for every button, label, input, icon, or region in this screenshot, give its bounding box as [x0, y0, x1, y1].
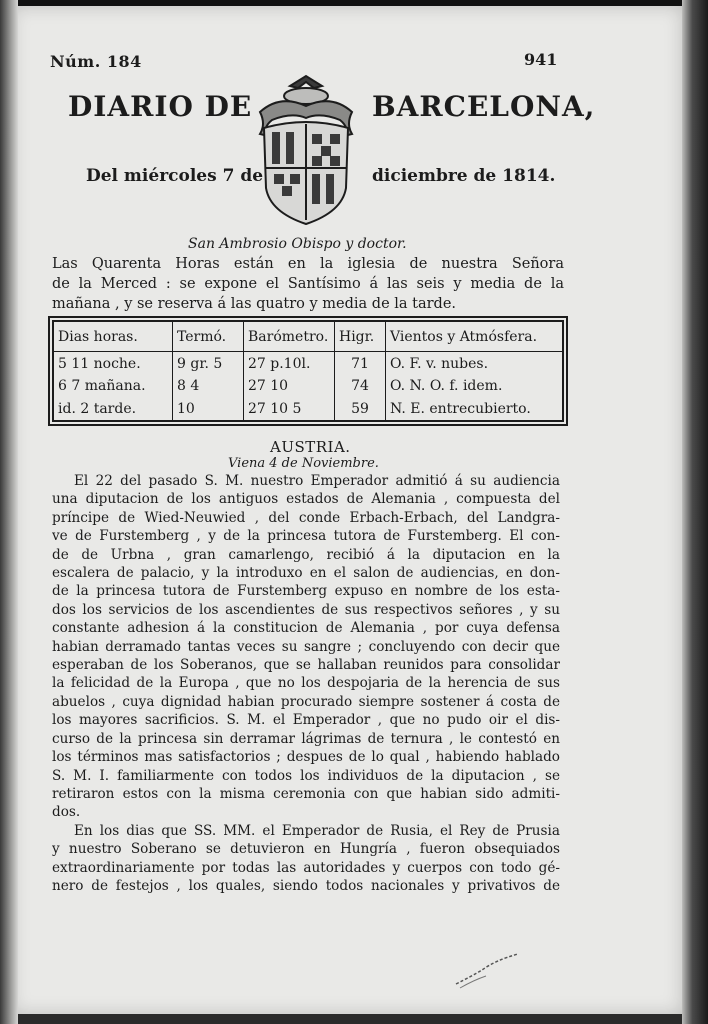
table-cell: 59 [335, 397, 386, 420]
ink-smudge-icon [452, 950, 522, 990]
table-row [54, 375, 562, 398]
table-cell: O. F. v. nubes. [390, 355, 489, 372]
issue-date-left: Del miércoles 7 de [86, 166, 264, 186]
article-line: S. M. I. familiarmente con todos los individuos de la diputacion , se [52, 767, 560, 784]
table-cell: 10 [173, 397, 244, 420]
article-line: los términos mas satisfactorios ; despues de lo qual , habiendo hablado [52, 749, 560, 766]
page-number: 941 [524, 50, 558, 69]
table-cell: 8 4 [173, 375, 244, 398]
page-binding-shadow [0, 0, 18, 1024]
article-line: curso de la princesa sin derramar lágrimas de ternura , le contestó en [52, 730, 560, 747]
table-row [54, 352, 562, 375]
weather-col-hygrometer: Higr. [335, 322, 386, 352]
table-cell: 74 [335, 375, 386, 398]
table-cell: 9 gr. 5 [173, 352, 244, 375]
issue-date-right: diciembre de 1814. [372, 166, 556, 186]
article-line: la felicidad de la Europa , que no los despojaria de la herencia de sus [52, 675, 560, 692]
article-line: abuelos , cuya dignidad habian procurado siempre sostener á costa de [52, 693, 560, 710]
article-line: ve de Furstemberg , y de la princesa tutora de Furstemberg. El con- [52, 528, 560, 545]
article-line: los mayores sacrificios. S. M. el Emperador , que no pudo oir el dis- [52, 712, 560, 729]
page-right-edge [682, 0, 708, 1024]
article-line: de de Urbna , gran camarlengo, recibió á la diputacion en la [52, 546, 560, 563]
table-cell: id. 2 tarde. [54, 397, 173, 420]
article-line: una diputacion de los antiguos estados de Alemania , compuesta del [52, 491, 560, 508]
table-cell: 27 p.10l. [244, 352, 335, 375]
article-line: y nuestro Soberano se detuvieron en Hungría , fueron obsequiados [52, 841, 560, 858]
table-cell: 27 10 5 [244, 397, 335, 420]
article-line: dos. [52, 804, 81, 821]
table-cell: 71 [335, 352, 386, 375]
article-line: constante adhesion á la constitucion de Alemania , por cuya defensa [52, 620, 560, 637]
notice-line: Las Quarenta Horas están en la iglesia de nuestra Señora [52, 256, 564, 272]
weather-col-wind: Vientos y Atmósfera. [386, 322, 563, 352]
article-line: príncipe de Wied-Neuwied , del conde Erbach-Erbach, del Landgra- [52, 509, 560, 526]
notice-line: mañana , y se reserva á las quatro y media de la tarde. [52, 296, 457, 312]
article-dateline: Viena 4 de Noviembre. [228, 456, 379, 471]
weather-table [52, 320, 564, 422]
table-cell: N. E. entrecubierto. [390, 400, 531, 417]
weather-col-barometer: Barómetro. [244, 322, 335, 352]
article-line: El 22 del pasado S. M. nuestro Emperador admitió á su audiencia [74, 473, 560, 489]
masthead-title-right: BARCELONA, [372, 90, 596, 123]
article-body [52, 472, 560, 895]
article-line: nero de festejos , los quales, siendo todos nacionales y privativos de [52, 877, 560, 894]
article-line: esperaban de los Soberanos, que se hallaban reunidos para consolidar [52, 657, 560, 674]
article-line: extraordinariamente por todas las autoridades y cuerpos con todo gé- [52, 859, 560, 876]
religious-notice [52, 254, 564, 314]
table-cell: 5 11 noche. [54, 352, 173, 375]
table-cell: 6 7 mañana. [54, 375, 173, 398]
masthead-title-left: DIARIO DE [68, 90, 253, 123]
article-section-title: AUSTRIA. [270, 438, 351, 456]
article-line: habian derramado tantas veces su sangre ; concluyendo con decir que [52, 638, 560, 655]
coat-of-arms-icon [250, 72, 362, 228]
table-cell: O. N. O. f. idem. [390, 378, 503, 395]
table-cell: 27 10 [244, 375, 335, 398]
article-line: escalera de palacio, y la introduxo en el salon de audiencias, en don- [52, 565, 560, 582]
article-line: En los dias que SS. MM. el Emperador de Rusia, el Rey de Prusia [74, 822, 560, 839]
weather-header-row [54, 322, 562, 352]
saint-of-the-day: San Ambrosio Obispo y doctor. [188, 236, 407, 252]
weather-col-time: Dias horas. [54, 322, 173, 352]
article-line: dos los servicios de los ascendientes de sus respectivos señores , y su [52, 601, 560, 618]
weather-col-temp: Termó. [173, 322, 244, 352]
table-row [54, 397, 562, 420]
notice-line: de la Merced : se expone el Santísimo á las seis y media de la [52, 276, 564, 292]
article-line: de la princesa tutora de Furstemberg expuso en nombre de los esta- [52, 583, 560, 600]
issue-number: Núm. 184 [50, 52, 142, 71]
article-line: retiraron estos con la misma ceremonia con que habian sido admiti- [52, 785, 560, 802]
